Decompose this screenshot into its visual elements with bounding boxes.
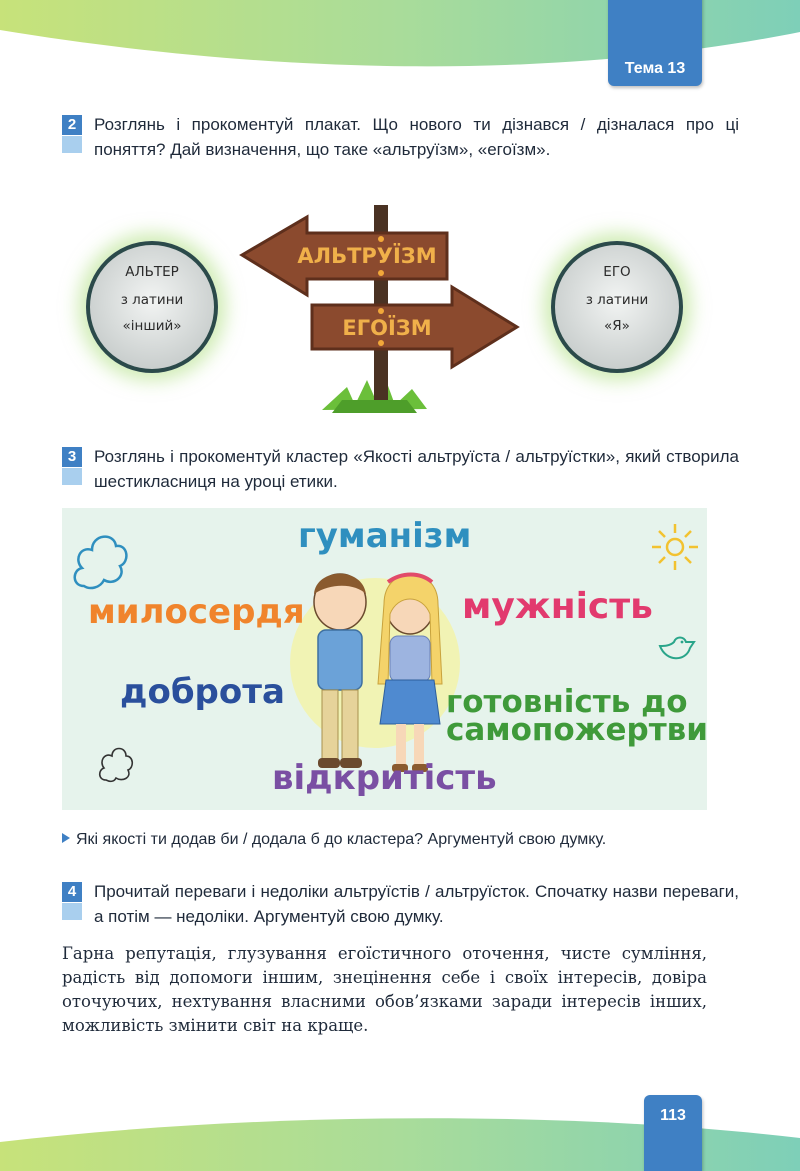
topic-tab — [608, 0, 702, 86]
left-circle — [86, 241, 218, 373]
question-line — [62, 831, 606, 849]
signpost-poster — [62, 195, 707, 425]
right-circle-line-1: ЕГО — [603, 264, 631, 280]
cluster-word-openness: відкритість — [272, 758, 497, 798]
cluster-word-readiness-line-1: готовність до — [446, 684, 688, 720]
task-number: 2 — [62, 115, 82, 135]
page-number: 113 — [660, 1107, 686, 1124]
small-cloud-icon — [96, 740, 136, 784]
sun-icon — [650, 522, 700, 572]
signpost-illustration — [237, 195, 527, 425]
cluster-word-readiness-line-2: самопожертви — [446, 712, 709, 748]
sign-top-label: АЛЬТРУЇЗМ — [297, 244, 437, 268]
cluster-word-humanism: гуманізм — [298, 516, 472, 556]
task-3-text: Розглянь і прокоментуй кластер «Якості альтруїста / альтруїстки», який створила шестикласниця на уроці етики. — [94, 447, 739, 491]
right-circle-line-3: «Я» — [604, 318, 630, 334]
page-number-tab — [644, 1095, 702, 1171]
task-badge-accent — [62, 136, 82, 153]
topic-label: Тема 13 — [624, 60, 686, 77]
cluster-word-courage: мужність — [462, 586, 653, 627]
children-illustration — [292, 544, 462, 784]
task-badge-accent — [62, 903, 82, 920]
right-circle — [551, 241, 683, 373]
cloud-icon — [70, 524, 132, 594]
task-number-badge — [62, 447, 82, 485]
task-number: 3 — [62, 447, 82, 467]
left-circle-line-2: з латини — [120, 292, 184, 308]
bird-icon — [656, 632, 696, 668]
task-number-badge — [62, 882, 82, 920]
cluster-word-mercy: милосердя — [88, 592, 305, 632]
task-number-badge — [62, 115, 82, 153]
task-number: 4 — [62, 882, 82, 902]
cluster-word-kindness: доброта — [120, 672, 285, 712]
qualities-cluster — [62, 508, 707, 810]
pros-cons-paragraph: Гарна репутація, глузування егоїстичного оточення, чисте сумління, радість від допомоги іншим, знецінення себе і своїх інтересів, довіра оточуючих, нехтування власними обов’язками заради інтересів інших, можливість змінити світ на краще. — [62, 944, 707, 1035]
bullet-triangle-icon — [62, 833, 70, 843]
cluster-word-readiness — [446, 684, 709, 748]
sign-bottom-label: ЕГОЇЗМ — [342, 316, 432, 340]
question-text: Які якості ти додав би / додала б до кластера? Аргументуй свою думку. — [76, 831, 607, 848]
left-circle-line-3: «інший» — [122, 318, 182, 334]
right-circle-line-2: з латини — [585, 292, 649, 308]
task-2-text: Розглянь і прокоментуй плакат. Що нового ти дізнався / дізналася про ці поняття? Дай визначення, що таке «альтруїзм», «егоїзм». — [94, 115, 739, 159]
task-4-text: Прочитай переваги і недоліки альтруїстів / альтруїсток. Спочатку назви переваги, а потім — недоліки. Аргументуй свою думку. — [94, 882, 739, 926]
task-badge-accent — [62, 468, 82, 485]
left-circle-line-1: АЛЬТЕР — [125, 264, 179, 280]
